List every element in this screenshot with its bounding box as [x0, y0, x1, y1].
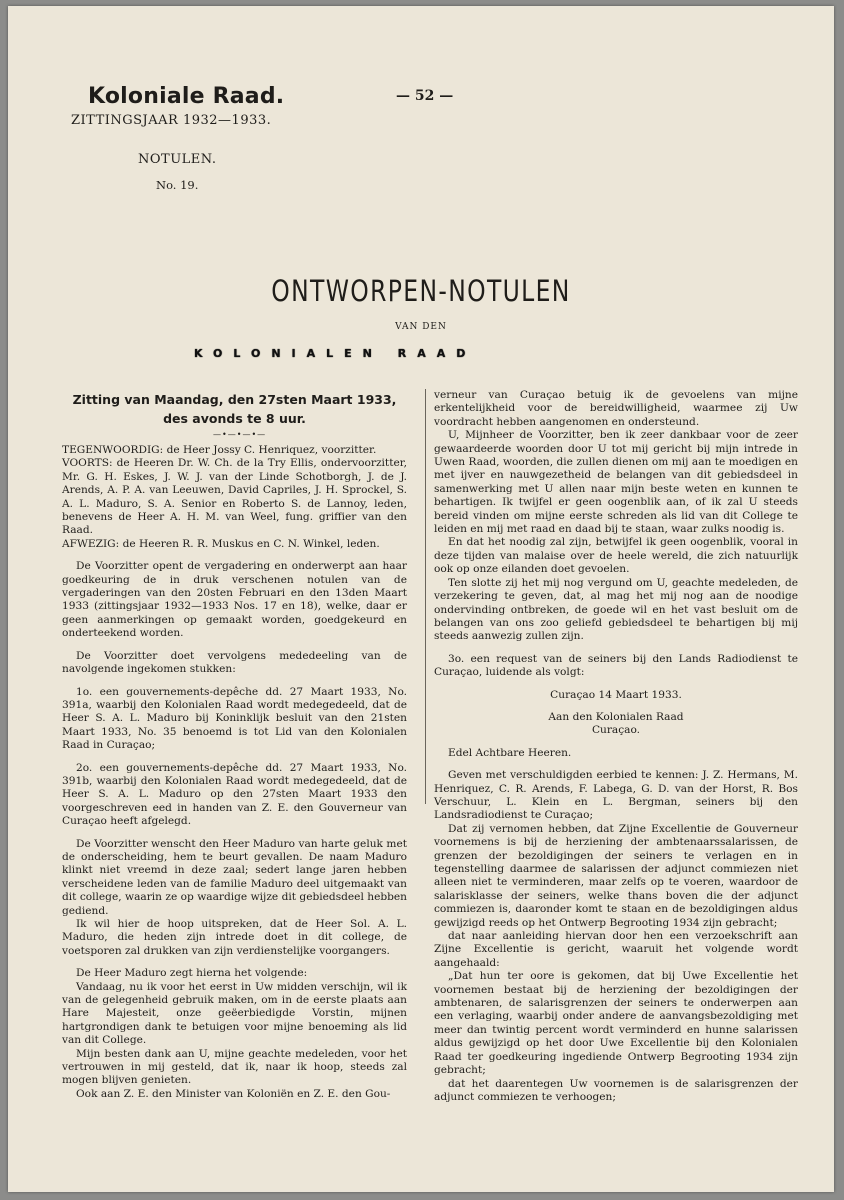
paragraph: 3o. een request van de seiners bij den Lands Radiodienst te Curaçao, luidende als volgt: — [434, 652, 798, 679]
paragraph: Mijn besten dank aan U, mijne geachte medeleden, voor het vertrouwen in mij gesteld, dat ik, naar ik hoop, steeds zal mogen blijven genieten. — [62, 1047, 407, 1087]
masthead-title: ONTWORPEN-NOTULEN — [271, 274, 571, 308]
column-divider — [425, 389, 426, 804]
page-number: — 52 — — [396, 88, 454, 104]
left-column — [62, 444, 407, 1196]
paragraph: 2o. een gouvernements-depêche dd. 27 Maart 1933, No. 391b, waarbij den Kolonialen Raad wordt medegedeeld, dat de Heer S. A. L. Maduro op den 27sten Maart 1933 den voorgeschreven eed in handen van Z. E. den Gouverneur van Curaçao heeft afgelegd. — [62, 761, 407, 828]
doc-type: NOTULEN. — [138, 152, 217, 167]
paragraph: AFWEZIG: de Heeren R. R. Muskus en C. N. Winkel, leden. — [62, 537, 380, 550]
letter-salutation: Edel Achtbare Heeren. — [448, 746, 572, 759]
paragraph: De Voorzitter wenscht den Heer Maduro van harte geluk met de onderscheiding, hem te beurt gevallen. De naam Maduro klinkt niet vreemd in deze zaal; sedert lange jaren hebben verscheidene leden van de familie Maduro deel uitgemaakt van dit college, waarin ze op waardige wijze dit gebiedsdeel hebben gediend. — [62, 837, 407, 917]
paragraph: TEGENWOORDIG: de Heer Jossy C. Henriquez, voorzitter. — [62, 444, 377, 456]
paragraph: Ten slotte zij het mij nog vergund om U, geachte medeleden, de verzekering te geven, dat, al mag het mij nog aan de noodige ondervinding ontbreken, de goede wil en het vast besluit om de belangen van ons zoo geliefd gebiedsdeel te behartigen bij mij steeds aanwezig zullen zijn. — [434, 576, 798, 643]
paragraph: VOORTS: de Heeren Dr. W. Ch. de la Try Ellis, ondervoorzitter, Mr. G. H. Eskes, J. W. J. van der Linde Schotborgh, J. de J. Arends, A. P. A. van Leeuwen, David Capriles, J. H. Sprockel, S. A. L. Maduro, S. A. Senior en Roberto S. de Lannoy, leden, benevens de Heer A. H. M. van Weel, fung. griffier van den Raad. — [62, 457, 407, 537]
paragraph: Vandaag, nu ik voor het eerst in Uw midden verschijn, wil ik van de gelegenheid gebruik maken, om in de eerste plaats aan Hare Majesteit, onze geëerbiedigde Vorstin, mijnen hartgrondigen dank te betuigen voor mijne benoeming als lid van dit College. — [62, 980, 407, 1047]
paragraph: dat het daarentegen Uw voornemen is de salarisgrenzen der adjunct commiezen te verhoogen; — [434, 1077, 798, 1103]
masthead-subtitle: VAN DEN — [395, 322, 447, 332]
org-name: Koloniale Raad. — [88, 84, 285, 109]
meeting-heading — [62, 390, 407, 428]
masthead-banner — [194, 343, 654, 363]
letter-date: Curaçao 14 Maart 1933. — [550, 688, 682, 701]
paragraph: Geven met verschuldigden eerbied te kennen: J. Z. Hermans, M. Henriquez, C. R. Arends, F. Labega, G. D. van der Horst, R. Bos Verschuur, L. Klein en L. Bergman, seiners bij den Landsradiodienst te Curaçao; — [434, 769, 798, 822]
paragraph: 1o. een gouvernements-depêche dd. 27 Maart 1933, No. 391a, waarbij den Kolonialen Raad wordt medegedeeld, dat de Heer S. A. L. Maduro bij Koninklijk besluit van den 21sten Maart 1933, No. 35 benoemd is tot Lid van den Kolonialen Raad in Curaçao; — [62, 685, 407, 752]
paragraph: Dat zij vernomen hebben, dat Zijne Excellentie de Gouverneur voornemens is bij de herziening der ambtenaarssalarissen, de grenzen der bezoldigingen der seiners te verlagen en in tegenstelling daarmee de salarissen der adjunct commiezen niet alleen niet te verminderen, maar zelfs op te voeren, waardoor de salarisklasse der seiners, welke thans boven die der adjunct commiezen is, daaronder komt te staan en de bezoldigingen aldus gewijzigd reeds op het Ontwerp Begrooting 1934 zijn gebracht; — [434, 822, 798, 929]
paragraph: Ik wil hier de hoop uitspreken, dat de Heer Sol. A. L. Maduro, die heden zijn intrede doet in dit college, de voetsporen zal drukken van zijn verdienstelijke voorgangers. — [62, 918, 407, 957]
paragraph: „Dat hun ter oore is gekomen, dat bij Uwe Excellentie het voornemen bestaat bij de herziening der bezoldigingen der ambtenaren, de salarisgrenzen der seiners te onderwerpen aan een verlaging, waarbij onder andere de aanvangsbezoldiging met meer dan twintig percent wordt verminderd en hunne salarissen aldus gewijzigd op het door Uwe Excellentie bij den Kolonialen Raad ter goedkeuring ingediende Ontwerp Begrooting 1934 zijn gebracht; — [434, 970, 798, 1077]
paragraph: De Voorzitter opent de vergadering en onderwerpt aan haar goedkeuring de in druk verschenen notulen van de vergaderingen van den 20sten Februari en den 13den Maart 1933 (zittingsjaar 1932—1933 Nos. 17 en 18), welke, daar er geen aanmerkingen op gemaakt worden, goedgekeurd en onderteekend worden. — [62, 560, 407, 640]
banner-text: KOLONIALEN RAAD — [194, 346, 477, 360]
doc-number: No. 19. — [156, 178, 199, 192]
paragraph: De Voorzitter doet vervolgens mededeeling van de navolgende ingekomen stukken: — [62, 649, 407, 676]
session-year: ZITTINGSJAAR 1932—1933. — [71, 113, 272, 128]
paragraph: Ook aan Z. E. den Minister van Koloniën en Z. E. den Gou- — [76, 1087, 391, 1100]
letter-addressee: Aan den Kolonialen Raad — [548, 710, 684, 723]
paragraph: De Heer Maduro zegt hierna het volgende: — [76, 967, 308, 980]
meeting-date: Zitting van Maandag, den 27sten Maart 1933, — [72, 392, 397, 407]
letter-place: Curaçao. — [591, 724, 641, 737]
ornament-divider: —•—•—•— — [213, 430, 267, 439]
meeting-time: des avonds te 8 uur. — [163, 411, 306, 426]
document-page — [8, 6, 834, 1192]
right-column — [434, 389, 798, 1103]
paragraph: En dat het noodig zal zijn, betwijfel ik geen oogenblik, vooral in deze tijden van malaise over de heele wereld, die zich natuurlijk ook op onze eilanden doet gevoelen. — [434, 536, 798, 576]
paragraph: verneur van Curaçao betuig ik de gevoelens van mijne erkentelijkheid voor de bereidwilligheid, waarmee zij Uw voordracht hebben aangenomen en ondersteund. — [434, 389, 798, 428]
paragraph: dat naar aanleiding hiervan door hen een verzoekschrift aan Zijne Excellentie is gericht, waaruit het volgende wordt aangehaald: — [434, 930, 798, 969]
paragraph: U, Mijnheer de Voorzitter, ben ik zeer dankbaar voor de zeer gewaardeerde woorden door U tot mij gericht bij mijn intrede in Uwen Raad, woorden, die zullen dienen om mij aan te moedigen en met ijver en nauwgezetheid de belangen van dit gebiedsdeel in samenwerking met U allen naar mijn beste weten en kunnen te behartigen. Ik twijfel er geen oogenblik aan, of ik zal U steeds bereid vinden om mijne eerste schreden als lid van dit College te leiden en mij met raad en daad bij te staan, waar zulks noodig is. — [434, 429, 798, 536]
